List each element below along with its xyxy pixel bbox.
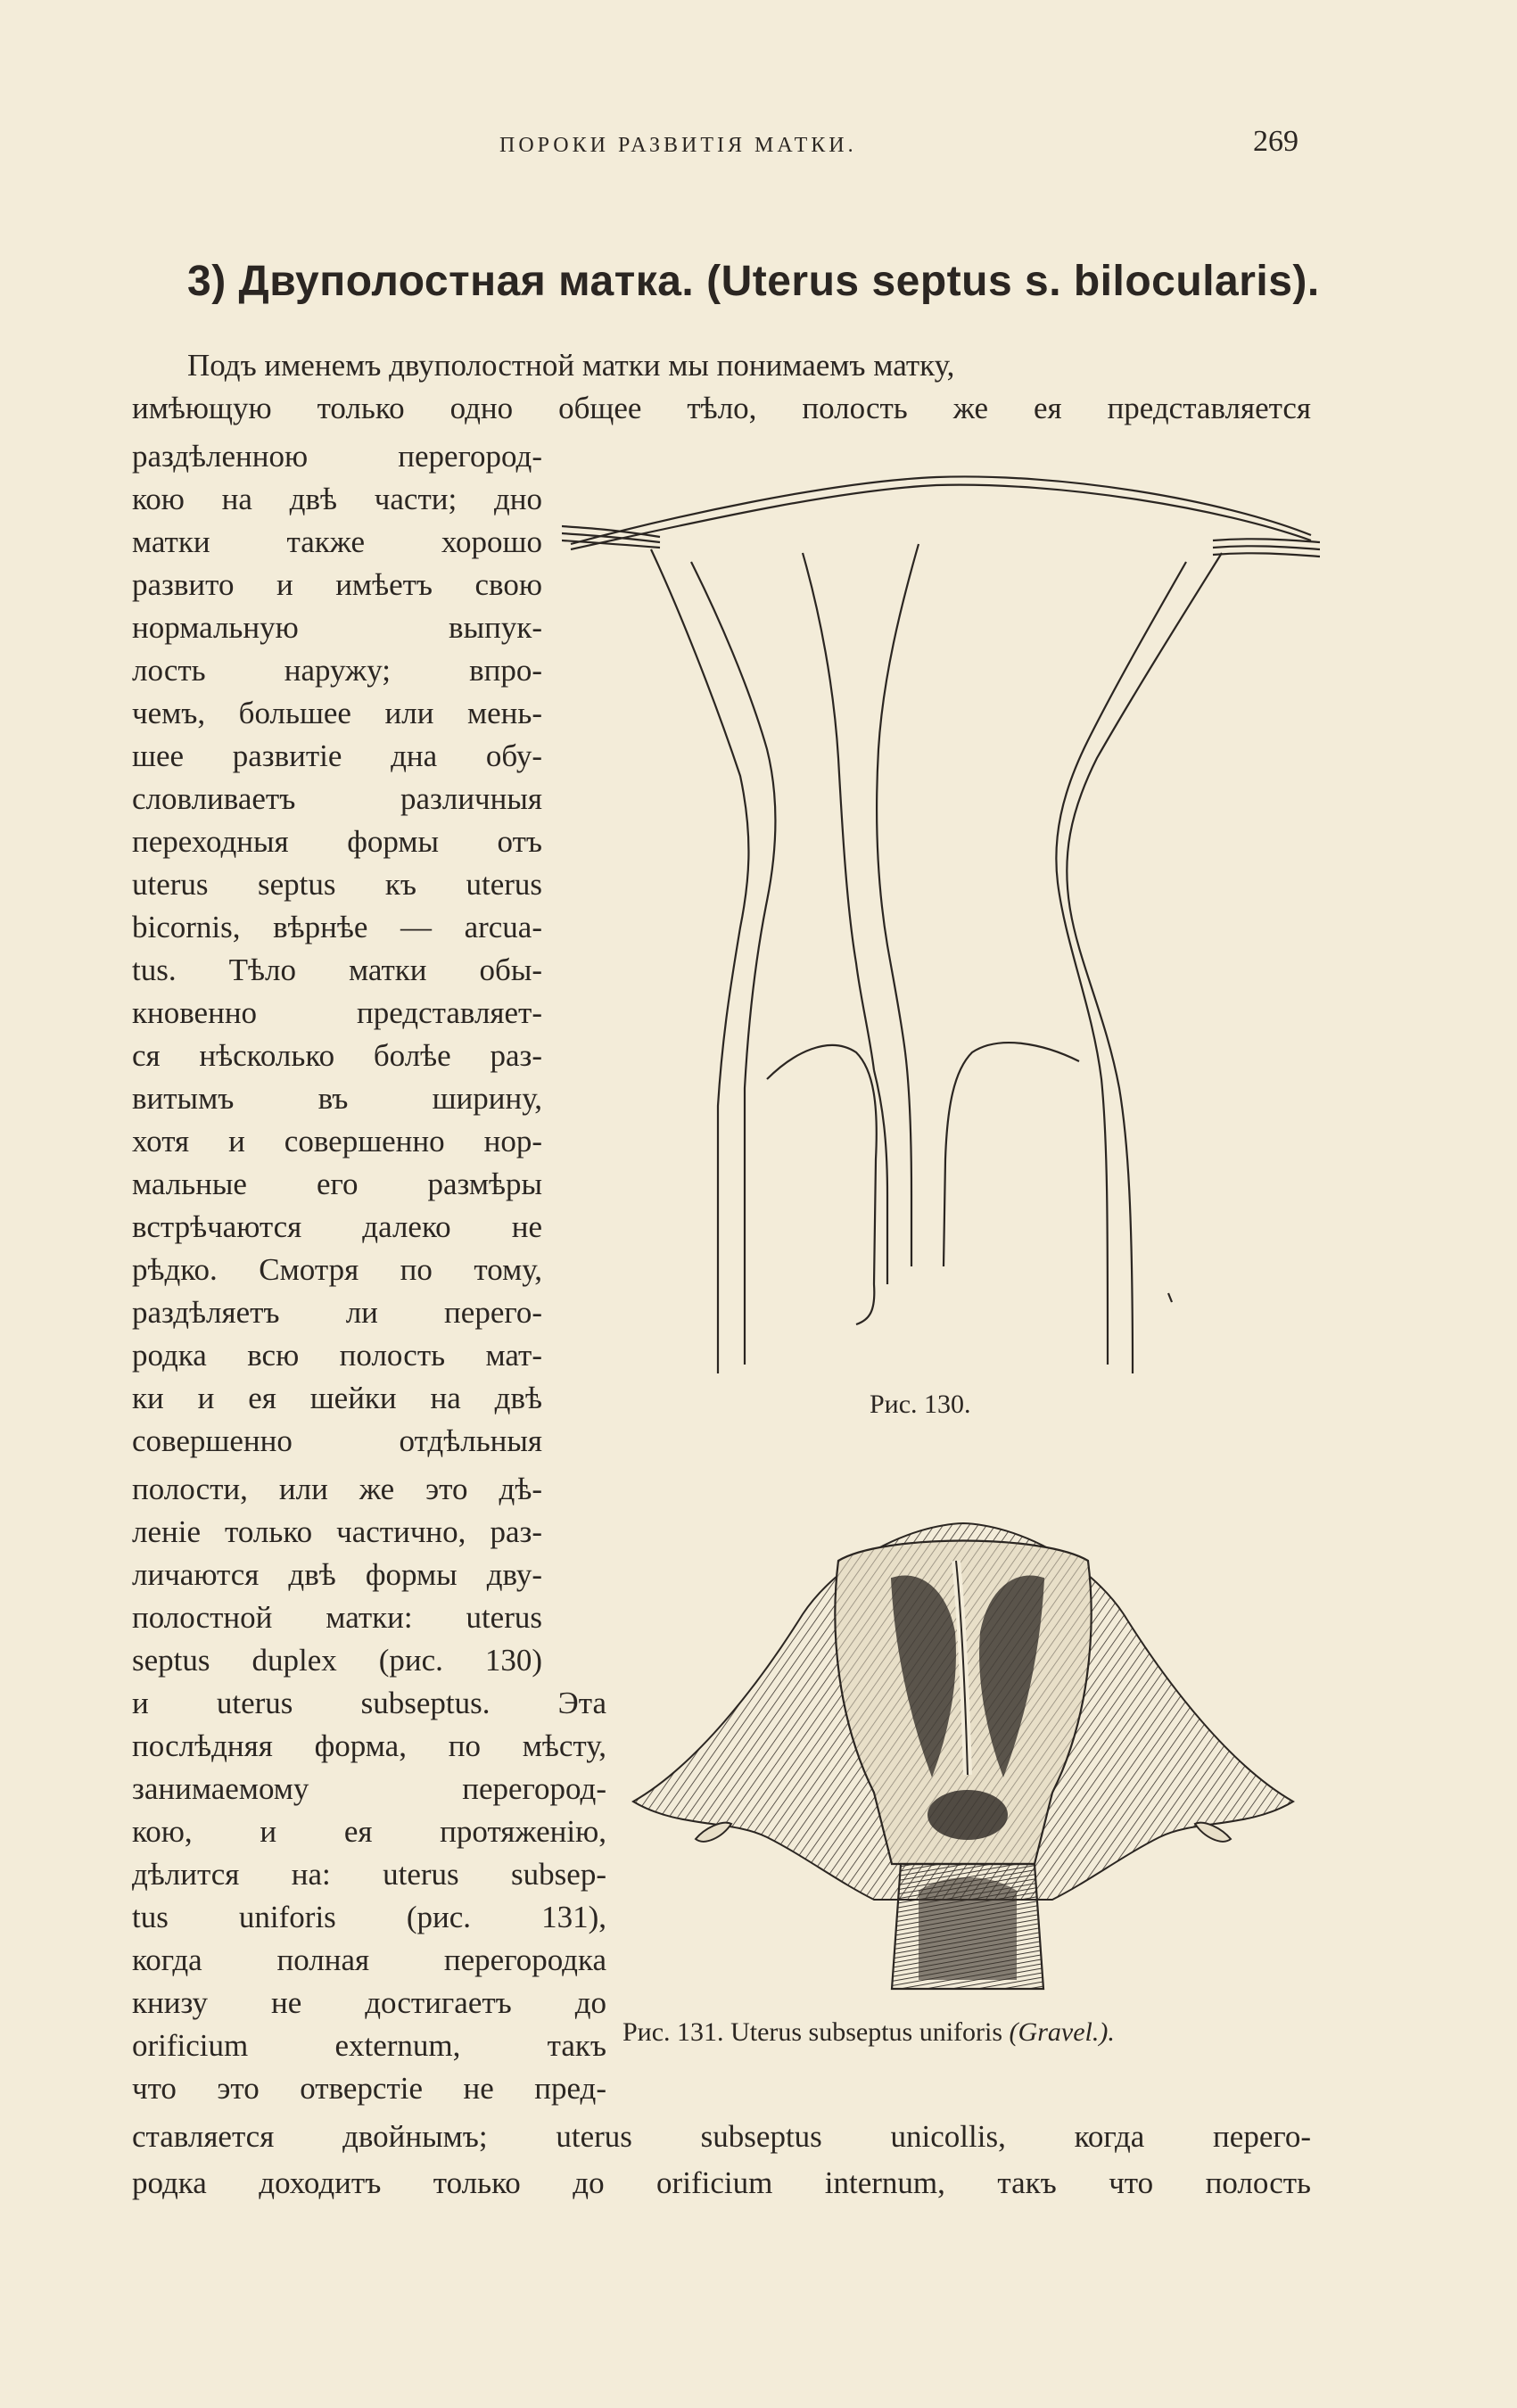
text-line: tus uniforis (рис. 131), <box>132 1900 606 1934</box>
text-line: и uterus subseptus. Эта <box>132 1686 606 1720</box>
page-number: 269 <box>1253 125 1299 158</box>
text-line: шее развитіе дна обу- <box>132 738 542 773</box>
text-line: ся нѣсколько болѣе раз- <box>132 1038 542 1073</box>
text-line: витымъ въ ширину, <box>132 1081 542 1116</box>
text-line: кою на двѣ части; дно <box>132 482 542 516</box>
text-line: septus duplex (рис. 130) <box>132 1643 542 1678</box>
figure-131-uterus-subseptus-uniforis <box>624 1507 1302 2007</box>
text-line: полостной матки: uterus <box>132 1600 542 1635</box>
figure-131-caption-author: (Gravel.). <box>1009 2017 1115 2047</box>
text-line: матки также хорошо <box>132 524 542 559</box>
text-line: полости, или же это дѣ- <box>132 1472 542 1506</box>
text-line: кою, и ея протяженію, <box>132 1814 606 1849</box>
text-line: чемъ, большее или мень- <box>132 696 542 730</box>
text-line: книзу не достигаетъ до <box>132 1985 606 2020</box>
figure-130-drawing <box>562 464 1320 1382</box>
text-line: переходныя формы отъ <box>132 824 542 859</box>
text-line: когда полная перегородка <box>132 1942 606 1977</box>
running-title: ПОРОКИ РАЗВИТІЯ МАТКИ. <box>499 134 857 157</box>
text-line: что это отверстіе не пред- <box>132 2071 606 2106</box>
text-line: встрѣчаются далеко не <box>132 1209 542 1244</box>
text-line: леніе только частично, раз- <box>132 1514 542 1549</box>
text-line: словливаетъ различныя <box>132 781 542 816</box>
text-line: хотя и совершенно нор- <box>132 1124 542 1159</box>
text-line: родка всю полость мат- <box>132 1338 542 1373</box>
figure-131-caption <box>622 2017 1115 2048</box>
section-title: 3) Двуполостная матка. (Uterus septus s. bilocularis). <box>187 258 1320 305</box>
figure-130-caption: Рис. 130. <box>870 1390 971 1419</box>
text-line: раздѣляетъ ли перего- <box>132 1295 542 1330</box>
text-line: совершенно отдѣльныя <box>132 1423 542 1458</box>
text-line: рѣдко. Смотря по тому, <box>132 1252 542 1287</box>
text-line: Подъ именемъ двуполостной матки мы понимаемъ матку, <box>187 348 955 383</box>
text-line: послѣдняя форма, по мѣсту, <box>132 1728 606 1763</box>
text-line: дѣлится на: uterus subsep- <box>132 1857 606 1892</box>
text-line: мальные его размѣры <box>132 1167 542 1201</box>
text-line: раздѣленною перегород- <box>132 439 542 474</box>
text-line: развито и имѣетъ свою <box>132 567 542 602</box>
text-line: нормальную выпук- <box>132 610 542 645</box>
text-line: лость наружу; впро- <box>132 653 542 688</box>
text-line: ки и ея шейки на двѣ <box>132 1381 542 1415</box>
text-line: ставляется двойнымъ; uterus subseptus unicollis, когда перего- <box>132 2119 1311 2154</box>
figure-130-uterus-septus-duplex <box>562 464 1320 1382</box>
text-line: занимаемому перегород- <box>132 1771 606 1806</box>
figure-131-caption-prefix: Рис. 131. <box>622 2017 724 2047</box>
figure-131-caption-name: Uterus subseptus uniforis <box>730 2017 1003 2047</box>
text-line: личаются двѣ формы дву- <box>132 1557 542 1592</box>
text-line: bicornis, вѣрнѣе — arcua- <box>132 910 542 944</box>
text-line: кновенно представляет- <box>132 995 542 1030</box>
text-line: tus. Тѣло матки обы- <box>132 952 542 987</box>
text-line: имѣющую только одно общее тѣло, полость же ея представляется <box>132 391 1311 425</box>
text-line: orificium externum, такъ <box>132 2028 606 2063</box>
text-line: родка доходитъ только до orificium internum, такъ что полость <box>132 2165 1311 2200</box>
figure-131-drawing <box>624 1507 1302 2007</box>
text-line: uterus septus къ uterus <box>132 867 542 902</box>
